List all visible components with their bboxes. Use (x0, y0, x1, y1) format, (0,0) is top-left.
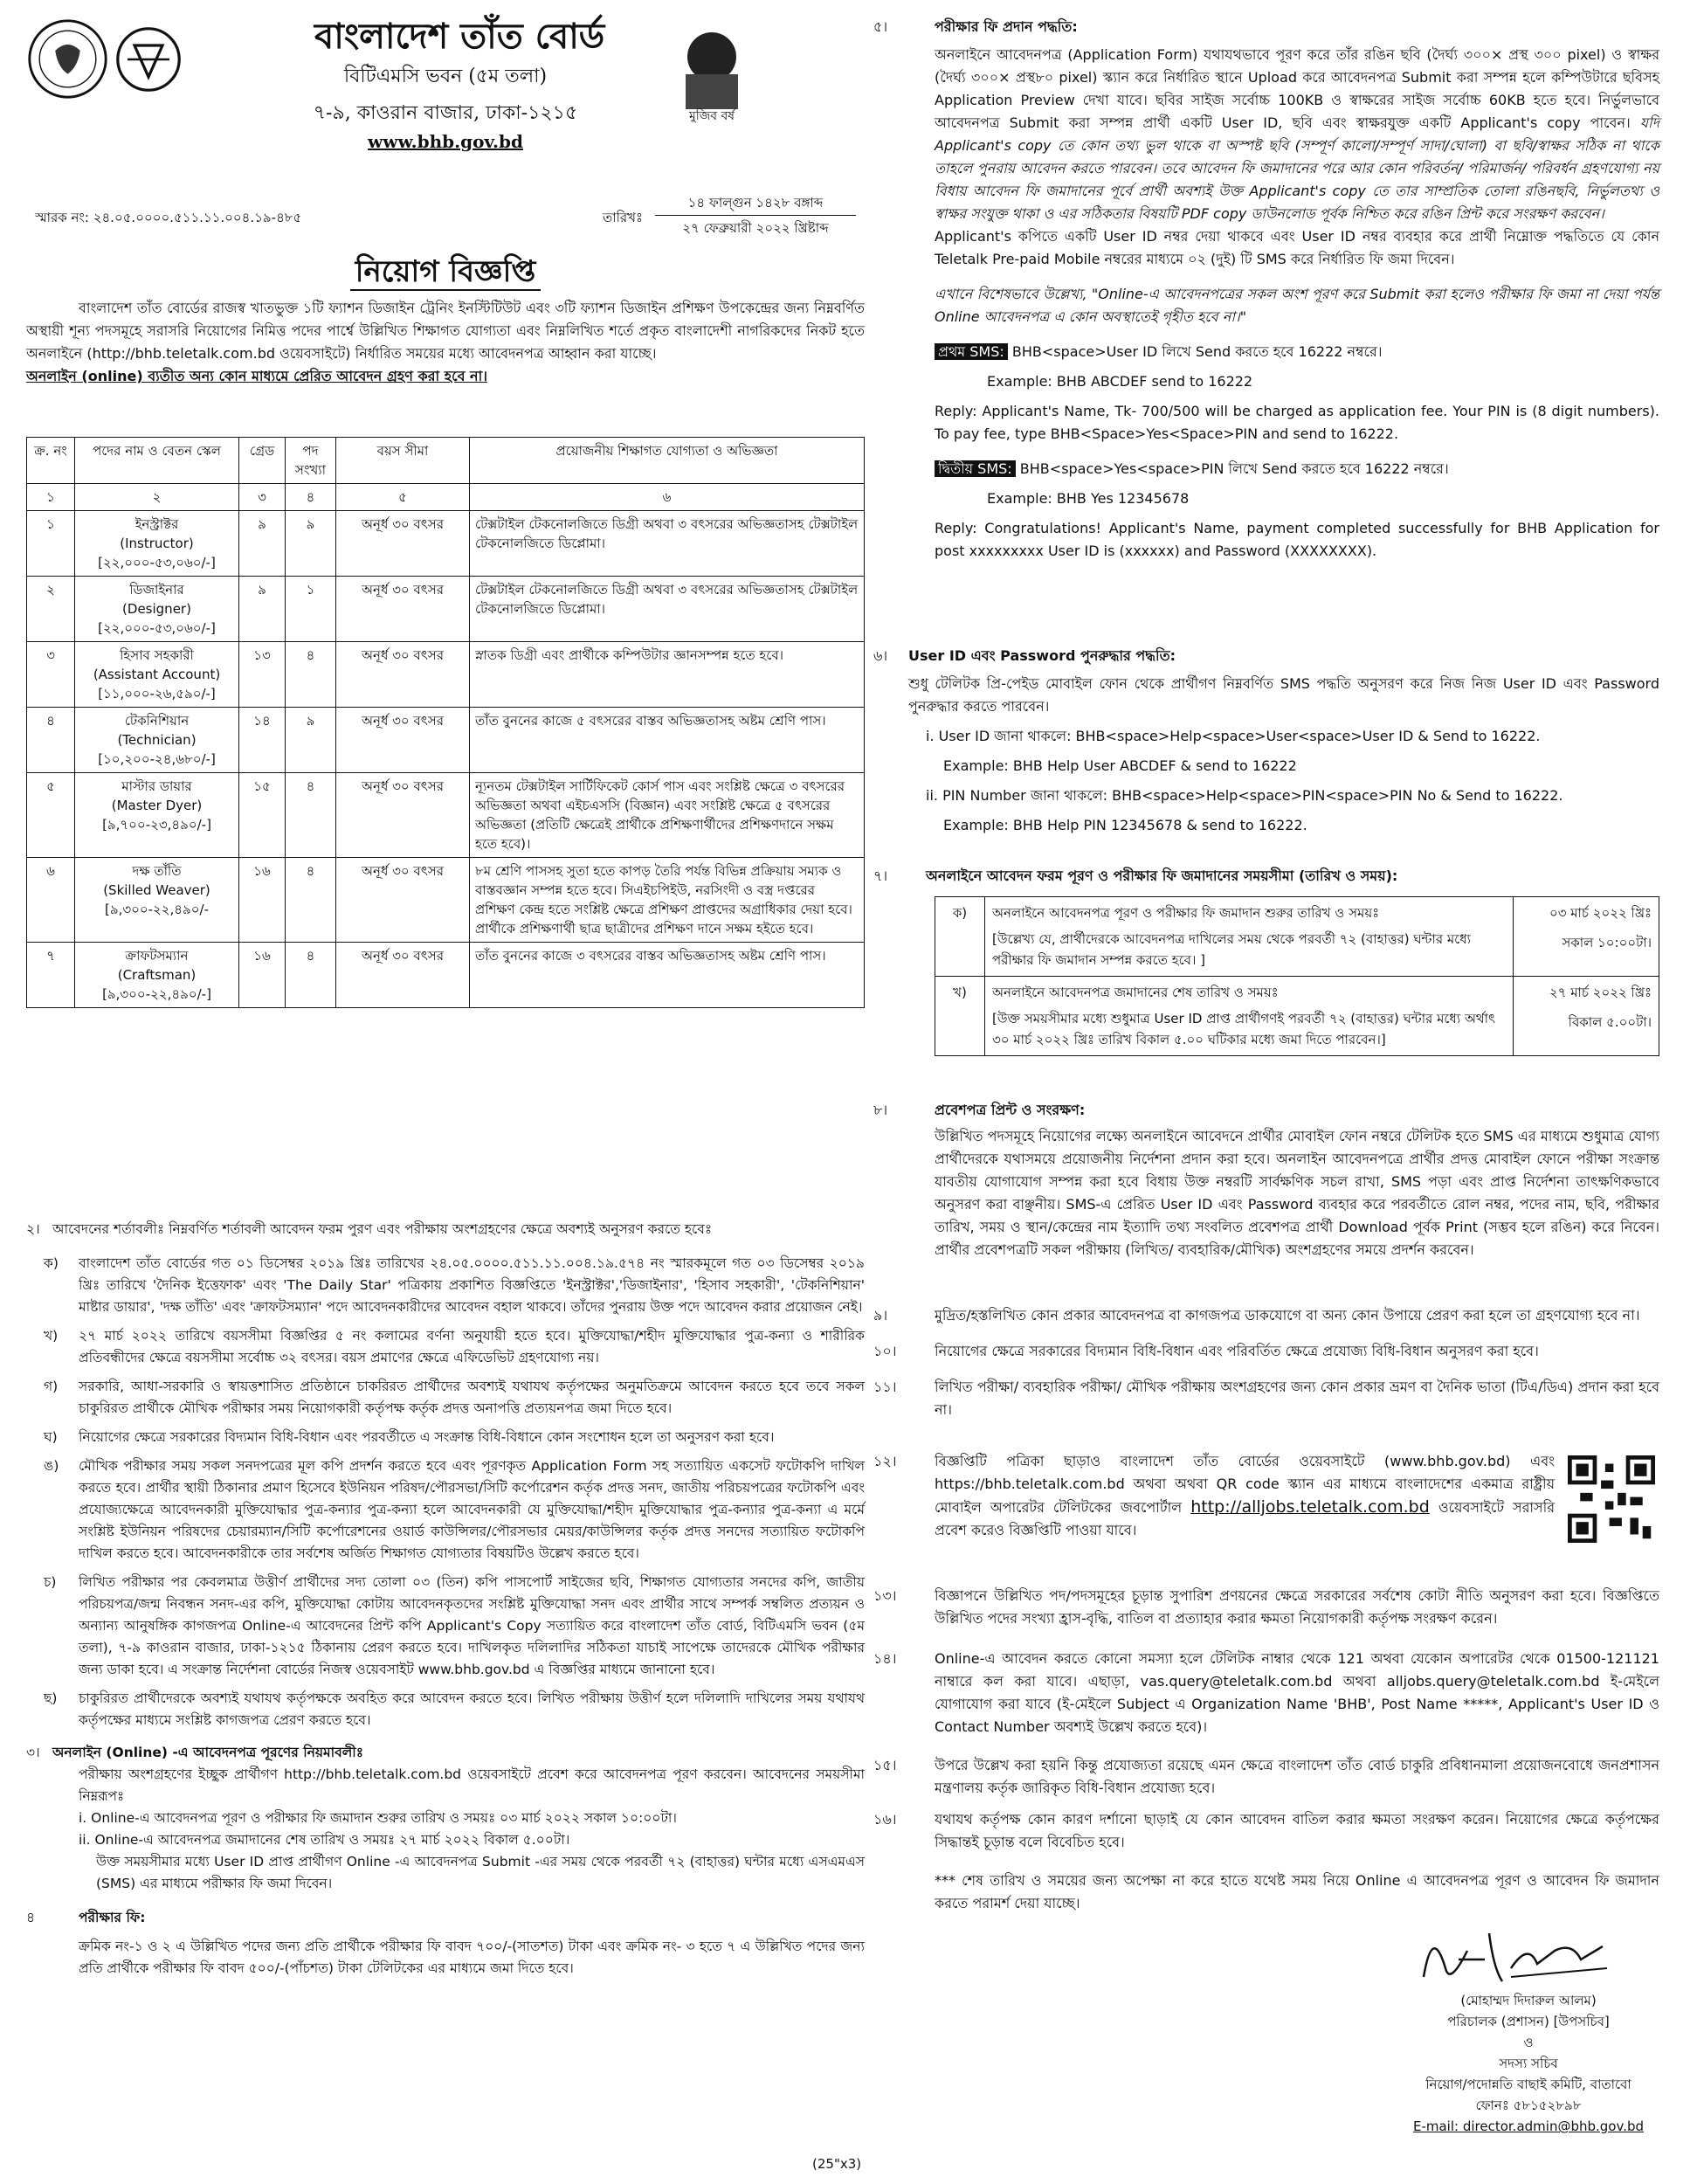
post-post: ডিজাইনার (129, 582, 184, 598)
left-column (26, 0, 865, 1976)
date-label: তারিখঃ (603, 210, 643, 225)
signatory-block: (মোহাম্মদ দিদারুল আলম) পরিচালক (প্রশাসন) [উপসচিব] ও সদস্য সচিব নিয়োগ/পদোন্নতি বাছাই কমিটি, বাতাবো ফোনঃ ৫৮১৫২৮৯৮ E-mail: director.admin@bhb.gov.bd (1389, 1990, 1668, 2137)
section-15: ১৫। উপরে উল্লেখ করা হয়নি কিন্তু প্রযোজ্যতা রয়েছে এমন ক্ষেত্রে বাংলাদেশ তাঁত বোর্ড চাকুরি প্রবিধানমালা প্রয়োজনবোধে জনপ্রশাসন মন্ত্রণালয় কর্তৃক জারিকৃত বিধি-বিধান প্রযোজ্য হবে। (873, 1757, 1659, 1796)
table-cell: ৪ (286, 858, 336, 943)
post-scale: [২২,০০০-৫৩,০৬০/-] (98, 555, 216, 570)
section-14: ১৪। Online-এ আবেদন করতে কোনো সমস্যা হলে টেলিটক নাম্বার থেকে 121 অথবা যেকোন অপারেটর থেকে 01500-121121 নাম্বারে কল করা যাবে। এছাড়া, vas.query@teletalk.com.bd অথবা alljobs.query@teletalk.com.bd ই-মেইলে যোগাযোগ করা যাবে (ই-মেইলে Subject এ Organization Name 'BHB', Post Name *****, Applicant's User ID ও Contact Number অবশ্যই উল্লেখ করতে হবে)। (873, 1650, 1659, 1735)
table-cell: অনূর্ধ ৩০ বৎসর (336, 642, 470, 708)
post-post-en: (Assistant Account) (93, 667, 221, 682)
section-11: ১১। লিখিত পরীক্ষা/ ব্যবহারিক পরীক্ষা/ মৌখিক পরীক্ষায় অংশগ্রহণের জন্য কোন প্রকার ভ্রমণ বা দৈনিক ভাতা (টিএ/ডিএ) প্রদান করা হবে না। (873, 1379, 1659, 1418)
table-cell: ৯ (286, 511, 336, 577)
table-cell: ৪ (286, 773, 336, 858)
section-6: ৬। User ID এবং Password পুনরুদ্ধার পদ্ধতি: শুধু টেলিটক প্রি-পেইড মোবাইল ফোন থেকে প্রার্থীগণ নিম্নবর্ণিত SMS পদ্ধতি অনুসরণ করে নিজ নিজ User ID এবং Password পুনরুদ্ধার করতে পারবেন। i. User ID জানা থাকলে: BHB<space>Help<space>User<space>User ID & Send to 16222. Example: BHB Help User ABCDEF & send to 16222 ii. PIN Number জানা থাকলে: BHB<space>Help<space>PIN<space>PIN No & Send to 16222. Example: BHB Help PIN 12345678 & send to 16222. (873, 647, 1659, 833)
table-cell: ১ (286, 577, 336, 642)
section-13: ১৩। বিজ্ঞাপনে উল্লিখিত পদ/পদসমূহের চূড়ান্ত সুপারিশ প্রণয়নের ক্ষেত্রে সরকারের সর্বশেষ কোটা নীতি অনুসরণ করা হবে। বিজ্ঞপ্তিতে উল্লিখিত পদের সংখ্যা হ্রাস-বৃদ্ধি, বাতিল বা প্রত্যাহার করার ক্ষমতা নিয়োগকারী কর্তৃপক্ষ সংরক্ষণ করেন। (873, 1587, 1659, 1627)
sms2-tag: দ্বিতীয় SMS: (935, 460, 1016, 477)
table-cell: ৪ (286, 642, 336, 708)
post-cell (75, 708, 239, 773)
post-post-en: (Master Dyer) (111, 798, 203, 813)
table-cell: স্নাতক ডিগ্রী এবং প্রার্থীকে কম্পিউটার জ্ঞানসম্পন্ন হতে হবে। (470, 642, 865, 708)
table-cell: ২ (27, 577, 75, 642)
post-post: দক্ষ তাঁতি (132, 863, 182, 879)
section-3: ৩। অনলাইন (Online) -এ আবেদনপত্র পূরণের নিয়মাবলীঃ পরীক্ষায় অংশগ্রহণের ইচ্ছুক প্রার্থীগণ http://bhb.teletalk.com.bd ওয়েবসাইটে প্রবেশ করে আবেদনপত্র পূরণ করবেন। আবেদনের সময়সীমা নিম্নরূপঃ i. Online-এ আবেদনপত্র পূরণ ও পরীক্ষার ফি জমাদান শুরুর তারিখ ও সময়ঃ ০৩ মার্চ ২০২২ সকাল ১০:০০টা। ii. Online-এ আবেদনপত্র জমাদানের শেষ তারিখ ও সময়ঃ ২৭ মার্চ ২০২২ বিকাল ৫.০০টা। উক্ত সময়সীমার মধ্যে User ID প্রাপ্ত প্রার্থীগণ Online -এ আবেদনপত্র Submit -এর সময় থেকে পরবর্তী ৭২ (বাহাত্তর) ঘন্টার মধ্যে এসএমএস (SMS) এর মাধ্যমে পরীক্ষার ফি জমা দিবেন। (26, 1745, 865, 1891)
table-cell: ১৬ (239, 858, 286, 943)
condition-item: ঘ) নিয়োগের ক্ষেত্রে সরকারের বিদ্যমান বিধি-বিধান এবং পরবর্তীতে এ সংক্রান্ত বিধি-বিধানে কোন সংশোধন হলে তা অনুসরণ করা হবে। (44, 1429, 775, 1445)
table-cell: ৪ (286, 943, 336, 1008)
date-box (655, 190, 856, 240)
table-cell: অনূর্ধ ৩০ বৎসর (336, 858, 470, 943)
deadline-table (935, 896, 1659, 1056)
col-sl: ক্র. নং (27, 438, 75, 484)
post-scale: [১১,০০০-২৬,৫৯০/-] (98, 686, 216, 702)
table-cell: অনূর্ধ ৩০ বৎসর (336, 943, 470, 1008)
org-website[interactable]: www.bhb.gov.bd (368, 131, 523, 152)
post-cell (75, 943, 239, 1008)
table-row (27, 511, 865, 577)
post-cell (75, 577, 239, 642)
col-qualification: প্রয়োজনীয় শিক্ষাগত যোগ্যতা ও অভিজ্ঞতা (470, 438, 865, 484)
conditions-section: ২। আবেদনের শর্তাবলীঃ নিম্নবর্ণিত শর্তাবলী আবেদন ফরম পুরণ এবং পরীক্ষায় অংশগ্রহণের ক্ষেত্রে অবশ্যই অনুসরণ করতে হবেঃ ক) বাংলাদেশ তাঁত বোর্ডের গত ০১ ডিসেম্বর ২০১৯ খ্রিঃ তারিখের ২৪.০৫.০০০০.৫১১.১১.০০৪.১৯.৫৭৪ নং স্মারকমূলে গত ০৩ ডিসেম্বর ২০১৯ খ্রিঃ তারিখে 'দৈনিক ইত্তেফাক' এবং 'The Daily Star' পত্রিকায় প্রকাশিত বিজ্ঞপ্তিতে 'ইনস্ট্রাক্টর','ডিজাইনার', 'হিসাব সহকারী', 'টেকনিশিয়ান' মাষ্টার ডায়ার', 'দক্ষ তাঁতি' এবং 'ক্রাফটসম্যান' পদে আবেদনকারীদের আবেদন বহাল থাকবে। তাঁদের পুনরায় উক্ত পদে আবেদন করার প্রয়োজন নেই। খ) ২৭ মার্চ ২০২২ তারিখে বয়সসীমা বিজ্ঞপ্তির ৫ নং কলামের বর্ণনা অনুযায়ী হতে হবে। মুক্তিযোদ্ধা/শহীদ মুক্তিযোদ্ধার পুত্র-কন্যা ও শারীরিক প্রতিবন্ধীদের ক্ষেত্রে বয়সসীমা সর্বোচ্চ ৩২ বৎসর। বয়স প্রমাণের ক্ষেত্রে এফিডেভিট গ্রহণযোগ্য নয়। গ) সরকারি, আধা-সরকারি ও স্বায়ত্তশাসিত প্রতিষ্ঠানে চাকরিরত প্রার্থীদের অবশ্যই যথাযথ কর্তৃপক্ষের অনুমতিক্রমে আবেদন করতে হবে তবে সকল চাকুরিরত প্রার্থীকে মৌখিক পরীক্ষার সময় নিয়োগকারী কর্তৃপক্ষ কর্তৃক প্রদত্ত অনাপত্তি প্রত্যয়নপত্র জমা দিতে হবে। ঘ) নিয়োগের ক্ষেত্রে সরকারের বিদ্যমান বিধি-বিধান এবং পরবর্তীতে এ সংক্রান্ত বিধি-বিধানে কোন সংশোধন হলে তা অনুসরণ করা হবে। ঙ) মৌখিক পরীক্ষার সময় সকল সনদপত্রের মূল কপি প্রদর্শন করতে হবে এবং পূরণকৃত Application Form সহ সত্যায়িত একসেট ফটোকপি দাখিল করতে হবে। প্রার্থীর স্থায়ী ঠিকানার প্রমাণ হিসেবে ইউনিয়ন পরিষদ/পৌরসভা/সিটি কর্পোরেশন কর্তৃক প্রদত্ত সনদ, জাতীয় পরিচয়পত্রের ফটোকপি এবং প্রযোজ্যক্ষেত্রে আবেদনকারী মুক্তিযোদ্ধার পুত্র-কন্যার পুত্র-কন্যা হলে আবেদনকারী যে মুক্তিযোদ্ধা/শহীদ মুক্তিযোদ্ধার পুত্র-কন্যার পুত্র-কন্যা এ মর্মে সংশ্লিষ্ট ইউনিয়ন পরিষদের চেয়ারম্যান/সিটি কর্পোরেশনের ওয়ার্ড কাউন্সিলর/পৌরসভার মেয়র/কাউন্সিলর কর্তৃক প্রদত্ত সনদের সত্যায়িত ফটোকপি দাখিল করতে হবে। আবেদনকারীকে তার সর্বশেষ অর্জিত শিক্ষাগত যোগ্যতার বিষয়টিও উল্লেখ করতে হবে। চ) লিখিত পরীক্ষার পর কেবলমাত্র উত্তীর্ণ প্রার্থীদের সদ্য তোলা ০৩ (তিন) কপি পাসপোর্ট সাইজের ছবি, শিক্ষাগত যোগ্যতার সনদের কপি, জাতীয় পরিচয়পত্র/জন্ম নিবন্ধন সনদ-এর কপি, মুক্তিযোদ্ধা কোটায় আবেদনকৃতদের সংশ্লিষ্ট মুক্তিযোদ্ধা সনদ এবং প্রার্থীর সাথে সম্পর্ক সম্বলিত প্রত্যয়ন ও অন্যান্য আনুষঙ্গিক কাগজপত্র Online-এ আবেদনের প্রিন্ট কপি Applicant's Copy সত্যায়িত করে বাংলাদেশ তাঁত বোর্ড, বিটিএমসি ভবন (৫ম তলা), ৭-৯ কাওরান বাজার, ঢাকা-১২১৫ ঠিকানায় প্রেরণ করতে হবে। দাখিলকৃত দলিলাদির সঠিকতা যাচাই সাপেক্ষে তাদেরকে মৌখিক পরীক্ষার জন্য ডাকা হবে। এ সংক্রান্ত নির্দেশনা বোর্ডের নিজস্ব ওয়েবসাইট www.bhb.gov.bd এ বিজ্ঞপ্তির মাধ্যমে জানানো হবে। ছ) চাকুরিরত প্রার্থীদেরকে অবশ্যই যথাযথ কর্তৃপক্ষকে অবহিত করে আবেদন করতে হবে। লিখিত পরীক্ষায় উত্তীর্ণ হলে দলিলাদি দাখিলের সময় যথাযথ কর্তৃপক্ষের মাধ্যমে সংশ্লিষ্ট কাগজপত্র প্রেরণ করতে হবে। ৩। অনলাইন (Online) -এ আবেদনপত্র পূরণের নিয়মাবলীঃ পরীক্ষায় অংশগ্রহণের ইচ্ছুক প্রার্থীগণ http://bhb.teletalk.com.bd ওয়েবসাইটে প্রবেশ করে আবেদনপত্র পূরণ করবেন। আবেদনের সময়সীমা নিম্নরূপঃ i. Online-এ আবেদনপত্র পূরণ ও পরীক্ষার ফি জমাদান শুরুর তারিখ ও সময়ঃ ০৩ মার্চ ২০২২ সকাল ১০:০০টা। ii. Online-এ আবেদনপত্র জমাদানের শেষ তারিখ ও সময়ঃ ২৭ মার্চ ২০২২ বিকাল ৫.০০টা। উক্ত সময়সীমার মধ্যে User ID প্রাপ্ত প্রার্থীগণ Online -এ আবেদনপত্র Submit -এর সময় থেকে পরবর্তী ৭২ (বাহাত্তর) ঘন্টার মধ্যে এসএমএস (SMS) এর মাধ্যমে পরীক্ষার ফি জমা দিবেন। ৪ পরীক্ষার ফি: ক্রমিক নং-১ ও ২ এ উল্লিখিত পদের জন্য প্রতি প্রার্থীকে পরীক্ষার ফি বাবদ ৭০০/-(সাতশত) টাকা এবং ক্রমিক নং- ৩ হতে ৭ এ উল্লিখিত পদের জন্য প্রতি প্রার্থীকে পরীক্ষার ফি বাবদ ৫০০/-(পাঁচশত) টাকা টেলিটকের এর মাধ্যমে জমা দিতে হবে। (26, 1219, 865, 1980)
section-7: ৭। অনলাইনে আবেদন ফরম পূরণ ও পরীক্ষার ফি জমাদানের সময়সীমা (তারিখ ও সময়): (873, 867, 1398, 884)
section-5: ৫। পরীক্ষার ফি প্রদান পদ্ধতি: অনলাইনে আবেদনপত্র (Application Form) যথাযথভাবে পূরণ করে তাঁর রঙিন ছবি (দৈর্ঘ্য ৩০০× প্রস্থ ৩০০ pixel) ও স্বাক্ষর (দৈর্ঘ্য ৩০০× প্রস্থ৮০ pixel) স্ক্যান করে নির্ধারিত স্থানে Upload করে আবেদনপত্র Submit করা সম্পন্ন হলে কম্পিউটারে ছবিসহ Application Preview দেখা যাবে। ছবির সাইজ সর্বোচ্চ 100KB ও স্বাক্ষরের সাইজ সর্বোচ্চ 60KB হতে হবে। নির্ভুলভাবে আবেদনপত্র Submit করা সম্পন্ন প্রার্থী একটি User ID, ছবি এবং স্বাক্ষরযুক্ত একটি Applicant's copy পাবেন। যদি Applicant's copy তে কোন তথ্য ভুল থাকে বা অস্পষ্ট ছবি (সম্পূর্ণ কালো/সম্পূর্ণ সাদা/ঘোলা) বা ছবি/স্বাক্ষর সঠিক না থাকে তাহলে পুনরায় আবেদন করতে পারবেন। তবে আবেদন ফি জমাদানের পরে আর কোন পরিবর্তন/ পরিমার্জন/ পরিবর্ধন গ্রহণযোগ্য নয় বিধায় আবেদন ফি জমাদানের পূর্বে প্রার্থী অবশ্যই উক্ত Applicant's copy তে তার সাম্প্রতিক তোলা রঙিনছবি, নির্ভুলতথ্য ও স্বাক্ষর সংযুক্ত থাকা ও এর সঠিকতার বিষয়টি PDF copy ডাউনলোড পূর্বক নিশ্চিত করে রঙিন প্রিন্ট করে সংরক্ষণ করবেন। Applicant's কপিতে একটি User ID নম্বর দেয়া থাকবে এবং User ID নম্বর ব্যবহার করে প্রার্থী নিম্নোক্ত পদ্ধতিতে যে কোন Teletalk Pre-paid Mobile নম্বরের মাধ্যমে ০২ (দুই) টি SMS করে নির্ধারিত ফি জমা দিবেন। এখানে বিশেষভাবে উল্লেখ্য, "Online-এ আবেদনপত্রের সকল অংশ পূরণ করে Submit করা হলেও পরীক্ষার ফি জমা না দেয়া পর্যন্ত Online আবেদনপত্র এ কোন অবস্থাতেই গৃহীত হবে না।" প্রথম SMS: BHB<space>User ID লিখে Send করতে হবে 16222 নম্বরে। Example: BHB ABCDEF send to 16222 Reply: Applicant's Name, Tk- 700/500 will be charged as application fee. Your PIN is (8 digit numbers). To pay fee, type BHB<Space>Yes<Space>PIN and send to 16222. দ্বিতীয় SMS: BHB<space>Yes<space>PIN লিখে Send করতে হবে 16222 নম্বরে। Example: BHB Yes 12345678 Reply: Congratulations! Applicant's Name, payment completed successfully for BHB Application for post xxxxxxxxx User ID is (xxxxxx) and Password (XXXXXXXX). (873, 18, 1659, 559)
header (26, 0, 865, 197)
post-post: ক্রাফটসম্যান (125, 948, 189, 964)
table-row (27, 708, 865, 773)
org-building: বিটিএমসি ভবন (৫ম তলা) (343, 66, 548, 87)
ad-size-label: (25"x3) (812, 2156, 862, 2172)
closing-note: *** শেষ তারিখ ও সময়ের জন্য অপেক্ষা না করে হাতে যথেষ্ট সময় নিয়ে Online এ আবেদনপত্র পূরণ ও আবেদন ফি জমাদান করতে পরামর্শ দেয়া যাচ্ছে। (935, 1872, 1659, 1911)
post-post-en: (Craftsman) (117, 967, 197, 983)
condition-item: ক) বাংলাদেশ তাঁত বোর্ডের গত ০১ ডিসেম্বর ২০১৯ খ্রিঃ তারিখের ২৪.০৫.০০০০.৫১১.১১.০০৪.১৯.৫৭৪ নং স্মারকমূলে গত ০৩ ডিসেম্বর ২০১৯ খ্রিঃ তারিখে 'দৈনিক ইত্তেফাক' এবং 'The Daily Star' পত্রিকায় প্রকাশিত বিজ্ঞপ্তিতে 'ইনস্ট্রাক্টর','ডিজাইনার', 'হিসাব সহকারী', 'টেকনিশিয়ান' মাষ্টার ডায়ার', 'দক্ষ তাঁতি' এবং 'ক্রাফটসম্যান' পদে আবেদনকারীদের আবেদন বহাল থাকবে। তাঁদের পুনরায় উক্ত পদে আবেদন করার প্রয়োজন নেই। (44, 1255, 865, 1315)
deadline-row: ক) অনলাইনে আবেদনপত্র পূরণ ও পরীক্ষার ফি জমাদান শুরুর তারিখ ও সময়ঃ [উল্লেখ্য যে, প্রার্থীদেরকে আবেদনপত্র দাখিলের সময় থেকে পরবর্তী ৭২ (বাহাত্তর) ঘন্টার মধ্যে পরীক্ষার ফি জমাদান সম্পন্ন করতে হবে। ] ০৩ মার্চ ২০২২ খ্রিঃ সকাল ১০:০০টা। (935, 897, 1659, 977)
mujib-logo-text: মুজিব বর্ষ (688, 109, 735, 123)
signature-icon (1406, 1916, 1616, 1994)
post-scale: [১০,২০০-২৪,৬৮০/-] (98, 751, 216, 767)
section-10: ১০। নিয়োগের ক্ষেত্রে সরকারের বিদ্যমান বিধি-বিধান এবং পরিবর্তিত ক্ষেত্রে প্রযোজ্য বিধি-বিধান অনুসরণ করা হবে। (873, 1343, 1539, 1359)
table-cell: ৩ (27, 642, 75, 708)
table-cell: ন্যূনতম টেক্সটাইল সার্টিফিকেট কোর্স পাস এবং সংশ্লিষ্ট ক্ষেত্রে ৩ বৎসরের অভিজ্ঞতা অথবা এইচএসসি (বিজ্ঞান) এবং সংশ্লিষ্ট ক্ষেত্রে ৫ বৎসরের অভিজ্ঞতা (প্রতিটি ক্ষেত্রেই প্রার্থীকে প্রশিক্ষণার্থীদের প্রশিক্ষণদানে সক্ষম হতে হবে)। (470, 773, 865, 858)
table-cell: ৯ (239, 577, 286, 642)
post-post: ইনস্ট্রাক্টর (135, 516, 179, 532)
sms1-tag: প্রথম SMS: (935, 343, 1008, 360)
table-cell: ৯ (286, 708, 336, 773)
condition-item: খ) ২৭ মার্চ ২০২২ তারিখে বয়সসীমা বিজ্ঞপ্তির ৫ নং কলামের বর্ণনা অনুযায়ী হতে হবে। মুক্তিযোদ্ধা/শহীদ মুক্তিযোদ্ধার পুত্র-কন্যা ও শারীরিক প্রতিবন্ধীদের ক্ষেত্রে বয়সসীমা সর্বোচ্চ ৩২ বৎসর। বয়স প্রমাণের ক্ষেত্রে এফিডেভিট গ্রহণযোগ্য নয়। (44, 1328, 865, 1365)
table-cell: অনূর্ধ ৩০ বৎসর (336, 511, 470, 577)
section-16: ১৬। যথাযথ কর্তৃপক্ষ কোন কারণ দর্শানো ছাড়াই যে কোন আবেদন বাতিল করার ক্ষমতা সংরক্ষণ করেন। নিয়োগের ক্ষেত্রে কর্তৃপক্ষের সিদ্ধান্তই চূড়ান্ত বলে বিবেচিত হবে। (873, 1811, 1659, 1850)
table-cell: অনূর্ধ ৩০ বৎসর (336, 708, 470, 773)
section-8: ৮। প্রবেশপত্র প্রিন্ট ও সংরক্ষণ: উল্লিখিত পদসমূহে নিয়োগের লক্ষ্যে অনলাইনে আবেদনে প্রার্থীর মোবাইল ফোন নম্বরে টেলিটক হতে SMS এর মাধ্যমে শুধুমাত্র যোগ্য প্রার্থীদেরকে যথাসময়ে প্রয়োজনীয় নির্দেশনা প্রদান করা হবে। অনলাইন আবেদনপত্রে প্রার্থীর প্রদত্ত মোবাইল ফোনে পরীক্ষা সংক্রান্ত যাবতীয় যোগাযোগ সম্পন্ন করা হবে বিধায় উক্ত নম্বরটি সার্বক্ষণিক সচল রাখা, SMS পড়া এবং প্রাপ্ত নির্দেশনা তাৎক্ষণিকভাবে অনুসরণ করা বাঞ্ছনীয়। SMS-এ প্রেরিত User ID এবং Password ব্যবহার করে পরবর্তীতে রোল নম্বর, পদের নাম, ছবি, পরীক্ষার তারিখ, সময় ও স্থান/কেন্দ্রের নাম ইত্যাদি তথ্য সংবলিত প্রবেশপত্র প্রার্থী Download পূর্বক Print (সম্ভব হলে রঙিন) করে নিবেন। প্রার্থীর প্রবেশপত্রটি সকল পরীক্ষায় (লিখিত/ ব্যবহারিক/মৌখিক) অংশগ্রহণের সময়ে প্রদর্শন করবেন। (873, 1102, 1659, 1258)
condition-item: ঙ) মৌখিক পরীক্ষার সময় সকল সনদপত্রের মূল কপি প্রদর্শন করতে হবে এবং পূরণকৃত Application Form সহ সত্যায়িত একসেট ফটোকপি দাখিল করতে হবে। প্রার্থীর স্থায়ী ঠিকানার প্রমাণ হিসেবে ইউনিয়ন পরিষদ/পৌরসভা/সিটি কর্পোরেশন কর্তৃক প্রদত্ত সনদ, জাতীয় পরিচয়পত্রের ফটোকপি এবং প্রযোজ্যক্ষেত্রে আবেদনকারী মুক্তিযোদ্ধার পুত্র-কন্যার পুত্র-কন্যা হলে আবেদনকারী যে মুক্তিযোদ্ধা/শহীদ মুক্তিযোদ্ধার পুত্র-কন্যার পুত্র-কন্যা এ মর্মে সংশ্লিষ্ট ইউনিয়ন পরিষদের চেয়ারম্যান/সিটি কর্পোরেশনের ওয়ার্ড কাউন্সিলর/পৌরসভার মেয়র/কাউন্সিলর কর্তৃক প্রদত্ত সনদের সত্যায়িত ফটোকপি দাখিল করতে হবে। আবেদনকারীকে তার সর্বশেষ অর্জিত শিক্ষাগত যোগ্যতার বিষয়টিও উল্লেখ করতে হবে। (44, 1458, 865, 1561)
post-post: মাস্টার ডায়ার (121, 778, 192, 794)
col-post: পদের নাম ও বেতন স্কেল (75, 438, 239, 484)
section-12: ১২। বিজ্ঞপ্তিটি পত্রিকা ছাড়াও বাংলাদেশ তাঁত বোর্ডের ওয়েবসাইটে (www.bhb.gov.bd) এবং https://bhb.teletalk.com.bd অথবা অথবা QR code স্ক্যান এর মাধ্যমে বাংলাদেশের একমাত্র রাষ্ট্রীয় মোবাইল অপারেটর টেলিটকের জবপোর্টাল http://alljobs.teletalk.com.bd ওয়েবসাইটে সরাসরি প্রবেশ করেও বিজ্ঞপ্তিটি পাওয়া যাবে। (873, 1453, 1556, 1538)
notice-intro: বাংলাদেশ তাঁত বোর্ডের রাজস্ব খাতভুক্ত ১টি ফ্যাশন ডিজাইন ট্রেনিং ইনস্টিটিউট এবং ৩টি ফ্যাশন ডিজাইন প্রশিক্ষণ উপকেন্দ্রের জন্য নিম্নবর্ণিত অস্থায়ী শূন্য পদসমূহে সরাসরি নিয়োগের নিমিত্ত পদের পার্শ্বে উল্লিখিত শিক্ষাগত যোগ্যতা এবং নিম্নলিখিত শর্তে প্রকৃত বাংলাদেশী নাগরিকদের নিকট হতে অনলাইনে (http://bhb.teletalk.com.bd ওয়েবসাইটে) নির্ধারিত সময়ের মধ্যে আবেদনপত্র আহ্বান করা যাচ্ছে। অনলাইন (online) ব্যতীত অন্য কোন মাধ্যমে প্রেরিত আবেদন গ্রহণ করা হবে না। (26, 297, 865, 388)
post-scale: [৯,৩০০-২২,৪৯০/-] (102, 986, 211, 1002)
post-post-en: (Instructor) (120, 536, 194, 551)
col-count: পদ সংখ্যা (286, 438, 336, 484)
table-row (27, 858, 865, 943)
table-cell: তাঁত বুননের কাজে ৫ বৎসরের বাস্তব অভিজ্ঞতাসহ অষ্টম শ্রেণি পাস। (470, 708, 865, 773)
post-post-en: (Technician) (117, 732, 197, 748)
table-cell: ৬ (27, 858, 75, 943)
table-cell: ১৪ (239, 708, 286, 773)
table-cell: ৯ (239, 511, 286, 577)
table-cell: ৭ (27, 943, 75, 1008)
condition-item: ছ) চাকুরিরত প্রার্থীদেরকে অবশ্যই যথাযথ কর্তৃপক্ষকে অবহিত করে আবেদন করতে হবে। লিখিত পরীক্ষায় উত্তীর্ণ হলে দলিলাদি দাখিলের সময় যথাযথ কর্তৃপক্ষের মাধ্যমে সংশ্লিষ্ট কাগজপত্র প্রেরণ করতে হবে। (44, 1690, 865, 1728)
table-cell: অনূর্ধ ৩০ বৎসর (336, 577, 470, 642)
notice-title: নিয়োগ বিজ্ঞপ্তি (26, 249, 865, 299)
table-row (27, 773, 865, 858)
col-grade: গ্রেড (239, 438, 286, 484)
table-cell: টেক্সটাইল টেকনোলজিতে ডিগ্রী অথবা ৩ বৎসরের অভিজ্ঞতাসহ টেক্সটাইল টেকনোলজিতে ডিপ্লোমা। (470, 511, 865, 577)
org-title: বাংলাদেশ তাঁত বোর্ড (314, 16, 605, 57)
col-age: বয়স সীমা (336, 438, 470, 484)
table-cell: ১৬ (239, 943, 286, 1008)
table-cell: ৫ (27, 773, 75, 858)
post-cell (75, 773, 239, 858)
date-bangla: ১৪ ফাল্গুন ১৪২৮ বঙ্গাব্দ (655, 190, 856, 216)
table-cell: ১৩ (239, 642, 286, 708)
table-cell: ১ (27, 511, 75, 577)
table-cell: অনূর্ধ ৩০ বৎসর (336, 773, 470, 858)
table-cell: ৪ (27, 708, 75, 773)
table-row (27, 577, 865, 642)
section-4: ৪ পরীক্ষার ফি: ক্রমিক নং-১ ও ২ এ উল্লিখিত পদের জন্য প্রতি প্রার্থীকে পরীক্ষার ফি বাবদ ৭০০/-(সাতশত) টাকা এবং ক্রমিক নং- ৩ হতে ৭ এ উল্লিখিত পদের জন্য প্রতি প্রার্থীকে পরীক্ষার ফি বাবদ ৫০০/-(পাঁচশত) টাকা টেলিটকের এর মাধ্যমে জমা দিতে হবে। (26, 1910, 865, 1976)
deadline-row: খ) অনলাইনে আবেদনপত্র জমাদানের শেষ তারিখ ও সময়ঃ [উক্ত সময়সীমার মধ্যে শুধুমাত্র User ID প্রাপ্ত প্রার্থীগণই পরবর্তী ৭২ (বাহাত্তর) ঘন্টার মধ্যে অর্থাৎ ৩০ মার্চ ২০২২ খ্রিঃ তারিখ বিকাল ৫.০০ ঘটিকার মধ্যে জমা দিতে পারবেন।] ২৭ মার্চ ২০২২ খ্রিঃ বিকাল ৫.০০টা। (935, 977, 1659, 1056)
memo-number: স্মারক নং: ২৪.০৫.০০০০.৫১১.১১.০০৪.১৯-৪৮৫ (35, 210, 302, 225)
mujib-year-logo-icon (659, 22, 764, 127)
online-only-notice: অনলাইন (online) ব্যতীত অন্য কোন মাধ্যমে প্রেরিত আবেদন গ্রহণ করা হবে না। (26, 368, 487, 384)
signatory-email[interactable]: E-mail: director.admin@bhb.gov.bd (1412, 2118, 1644, 2134)
table-cell: ৮ম শ্রেণি পাসসহ সুতা হতে কাপড় তৈরি পর্যন্ত বিভিন্ন প্রক্রিয়ায় সম্যক ও বাস্তবজ্ঞান সম্পন্ন হতে হবে। সিএইচপিইউ, নরসিংদী ও বস্ত্র দপ্তরের প্রশিক্ষণ কেন্দ্র হতে সংশ্লিষ্ট ক্ষেত্রে প্রশিক্ষণ প্রাপ্তদের অগ্রাধিকার দেয়া হবে। প্রার্থীকে প্রশিক্ষণার্থী ছাত্র ছাত্রীদের প্রশিক্ষণ দানে সক্ষম হইতে হবে। (470, 858, 865, 943)
post-post: টেকনিশিয়ান (124, 713, 190, 729)
org-address: ৭-৯, কাওরান বাজার, ঢাকা-১২১৫ (313, 102, 578, 124)
post-cell (75, 642, 239, 708)
section-9: ৯। মুদ্রিত/হস্তলিখিত কোন প্রকার আবেদনপত্র বা কাগজপত্র ডাকযোগে বা অন্য কোন উপায়ে প্রেরণ করা হলে তা গ্রহণযোগ্য হবে না। (873, 1307, 1640, 1324)
table-cell: ১৫ (239, 773, 286, 858)
post-post-en: (Designer) (122, 601, 191, 617)
post-scale: [৯,৭০০-২৩,৪৯০/-] (102, 817, 211, 833)
table-row (27, 943, 865, 1008)
post-post-en: (Skilled Weaver) (103, 882, 210, 898)
condition-item: গ) সরকারি, আধা-সরকারি ও স্বায়ত্তশাসিত প্রতিষ্ঠানে চাকরিরত প্রার্থীদের অবশ্যই যথাযথ কর্তৃপক্ষের অনুমতিক্রমে আবেদন করতে হবে তবে সকল চাকুরিরত প্রার্থীকে মৌখিক পরীক্ষার সময় নিয়োগকারী কর্তৃপক্ষ কর্তৃক প্রদত্ত অনাপত্তি প্রত্যয়নপত্র জমা দিতে হবে। (44, 1379, 865, 1416)
condition-item: চ) লিখিত পরীক্ষার পর কেবলমাত্র উত্তীর্ণ প্রার্থীদের সদ্য তোলা ০৩ (তিন) কপি পাসপোর্ট সাইজের ছবি, শিক্ষাগত যোগ্যতার সনদের কপি, জাতীয় পরিচয়পত্র/জন্ম নিবন্ধন সনদ-এর কপি, মুক্তিযোদ্ধা কোটায় আবেদনকৃতদের সংশ্লিষ্ট মুক্তিযোদ্ধা সনদ এবং প্রার্থীর সাথে সম্পর্ক সম্বলিত প্রত্যয়ন ও অন্যান্য আনুষঙ্গিক কাগজপত্র Online-এ আবেদনের প্রিন্ট কপি Applicant's Copy সত্যায়িত করে বাংলাদেশ তাঁত বোর্ড, বিটিএমসি ভবন (৫ম তলা), ৭-৯ কাওরান বাজার, ঢাকা-১২১৫ ঠিকানায় প্রেরণ করতে হবে। দাখিলকৃত দলিলাদির সঠিকতা যাচাই সাপেক্ষে তাদেরকে মৌখিক পরীক্ষার জন্য ডাকা হবে। এ সংক্রান্ত নির্দেশনা বোর্ডের নিজস্ব ওয়েবসাইট www.bhb.gov.bd এ বিজ্ঞপ্তির মাধ্যমে জানানো হবে। (44, 1574, 865, 1677)
post-scale: [৯,৩০০-২২,৪৯০/- (105, 902, 209, 917)
conditions-heading: আবেদনের শর্তাবলীঃ নিম্নবর্ণিত শর্তাবলী আবেদন ফরম পুরণ এবং পরীক্ষায় অংশগ্রহণের ক্ষেত্রে অবশ্যই অনুসরণ করতে হবেঃ (52, 1221, 713, 1237)
post-cell (75, 511, 239, 577)
post-scale: [২২,০০০-৫৩,০৬০/-] (98, 620, 216, 636)
table-cell: তাঁত বুননের কাজে ৩ বৎসরের বাস্তব অভিজ্ঞতাসহ অষ্টম শ্রেণি পাস। (470, 943, 865, 1008)
post-cell (75, 858, 239, 943)
post-post: হিসাব সহকারী (120, 647, 194, 663)
table-row (27, 642, 865, 708)
date-english: ২৭ ফেব্রুয়ারী ২০২২ খ্রিষ্টাব্দ (682, 220, 829, 236)
alljobs-link[interactable]: http://alljobs.teletalk.com.bd (1190, 1497, 1430, 1517)
table-cell: টেক্সটাইল টেকনোলজিতে ডিগ্রী অথবা ৩ বৎসরের অভিজ্ঞতাসহ টেক্সটাইল টেকনোলজিতে ডিপ্লোমা। (470, 577, 865, 642)
posts-table: ক্র. নং পদের নাম ও বেতন স্কেল গ্রেড পদ সংখ্যা বয়স সীমা প্রয়োজনীয় শিক্ষাগত যোগ্যতা ও অভিজ্ঞতা ১ ২ ৩ ৪ ৫ ৬ ১ ইনস্ট্রাক্টর (Instructor) [২২,০০০-৫৩,০৬০/-] ৯ ৯ অনূর্ধ ৩০ বৎসর টেক্সটাইল টেকনোলজিতে ডিগ্রী অথবা ৩ বৎসরের অভিজ্ঞতাসহ টেক্সটাইল টেকনোলজিতে ডিপ্লোমা। ২ ডিজাইনার (Designer) [২২,০০০-৫৩,০৬০/-] ৯ ১ অনূর্ধ ৩০ বৎসর টেক্সটাইল টেকনোলজিতে ডিগ্রী অথবা ৩ বৎসরের অভিজ্ঞতাসহ টেক্সটাইল টেকনোলজিতে ডিপ্লোমা। ৩ হিসাব সহকারী (Assistant Account) [১১,০০০-২৬,৫৯০/-] ১৩ ৪ অনূর্ধ ৩০ বৎসর স্নাতক ডিগ্রী এবং প্রার্থীকে কম্পিউটার জ্ঞানসম্পন্ন হতে হবে। ৪ টেকনিশিয়ান (Technician) [১০,২০০-২৪,৬৮০/-] ১৪ ৯ অনূর্ধ ৩০ বৎসর তাঁত বুননের কাজে ৫ বৎসরের বাস্তব অভিজ্ঞতাসহ অষ্টম শ্রেণি পাস। ৫ মাস্টার ডায়ার (Master Dyer) [৯,৭০০-২৩,৪৯০/-] ১৫ ৪ অনূর্ধ ৩০ বৎসর ন্যূনতম টেক্সটাইল সার্টিফিকেট কোর্স পাস এবং সংশ্লিষ্ট ক্ষেত্রে ৩ বৎসরের অভিজ্ঞতা অথবা এইচএসসি (বিজ্ঞান) এবং সংশ্লিষ্ট ক্ষেত্রে ৫ বৎসরের অভিজ্ঞতা (প্রতিটি ক্ষেত্রেই প্রার্থীকে প্রশিক্ষণার্থীদের প্রশিক্ষণদানে সক্ষম হতে হবে)। ৬ দক্ষ তাঁতি (Skilled Weaver) [৯,৩০০-২২,৪৯০/- ১৬ ৪ অনূর্ধ ৩০ বৎসর ৮ম শ্রেণি পাসসহ সুতা হতে কাপড় তৈরি পর্যন্ত বিভিন্ন প্রক্রিয়ায় সম্যক ও বাস্তবজ্ঞান সম্পন্ন হতে হবে। সিএইচপিইউ, নরসিংদী ও বস্ত্র দপ্তরের প্রশিক্ষণ কেন্দ্র হতে সংশ্লিষ্ট ক্ষেত্রে প্রশিক্ষণ প্রাপ্তদের অগ্রাধিকার দেয়া হবে। প্রার্থীকে প্রশিক্ষণার্থী ছাত্র ছাত্রীদের প্রশিক্ষণ দানে সক্ষম হইতে হবে। ৭ ক্রাফটসম্যান (Craftsman) [৯,৩০০-২২,৪৯০/-] ১৬ ৪ অনূর্ধ ৩০ বৎসর তাঁত বুননের কাজে ৩ বৎসরের বাস্তব অভিজ্ঞতাসহ অষ্টম শ্রেণি পাস। (26, 437, 865, 1008)
qr-code-icon[interactable] (1568, 1455, 1655, 1543)
